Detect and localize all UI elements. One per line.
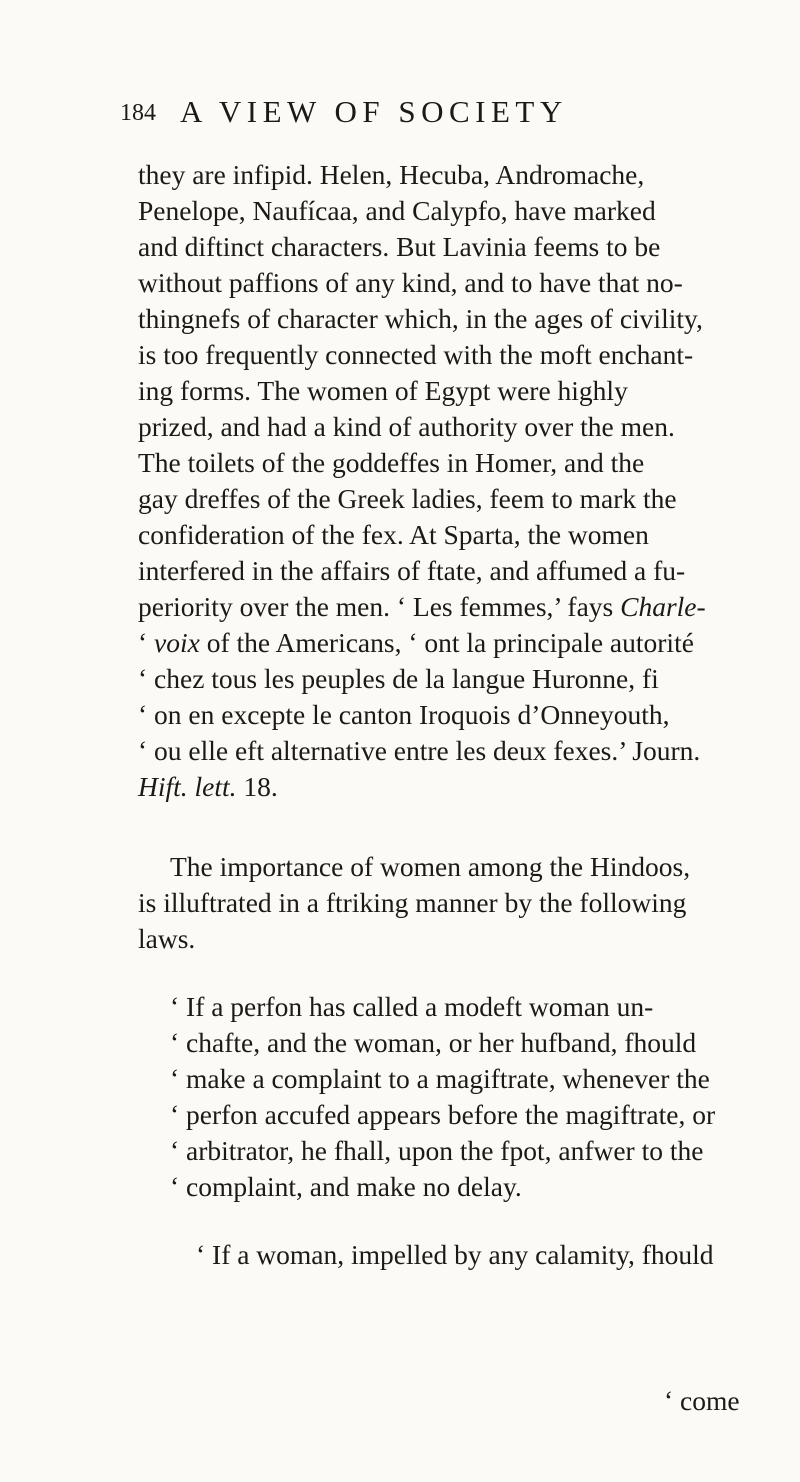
text-line (138, 626, 694, 660)
text-line: The toilets of the goddeffes in Homer, and the (138, 447, 645, 478)
running-title: A VIEW OF SOCIETY (180, 94, 568, 129)
italic-run: voix (154, 627, 200, 658)
text-line: ‘ ou elle eft alternative entre les deux fexes.’ Journ. (138, 735, 701, 766)
text-run: 18. (236, 771, 278, 802)
text-run: periority over the men. ‘ Les femmes,’ fays (138, 591, 621, 622)
quote-line: ‘ chafte, and the woman, or her hufband, fhould (170, 1027, 697, 1058)
quote-line: ‘ arbitrator, he fhall, upon the fpot, anfwer to the (170, 1135, 704, 1166)
text-line: and diftinct characters. But Lavinia feems to be (138, 231, 661, 262)
text-line: is too frequently connected with the moft enchant- (138, 339, 694, 370)
text-line: ‘ on en excepte le canton Iroquois d’Onneyouth, (138, 699, 670, 730)
text-line: without paffions of any kind, and to have that no- (138, 267, 683, 298)
running-head (120, 94, 720, 134)
text-line: prized, and had a kind of authority over the men. (138, 411, 675, 442)
quote-line: ‘ If a perfon has called a modeft woman un- (170, 991, 654, 1022)
text-line (138, 770, 278, 804)
text-line: they are infipid. Helen, Hecuba, Andromache, (138, 159, 645, 190)
text-line: thingnefs of character which, in the ages of civility, (138, 303, 703, 334)
quote-line: ‘ complaint, and make no delay. (170, 1171, 522, 1202)
text-line: is illuftrated in a ftriking manner by the following (138, 887, 687, 918)
italic-run: Charle- (620, 591, 706, 622)
text-line: Penelope, Naufícaa, and Calypfo, have marked (138, 195, 656, 226)
text-line: confideration of the fex. At Sparta, the women (138, 519, 649, 550)
text-line: gay dreffes of the Greek ladies, feem to mark the (138, 483, 677, 514)
italic-run: Hift. lett. (138, 771, 237, 802)
quote-line: ‘ make a complaint to a magiftrate, whenever the (170, 1063, 710, 1094)
text-line: ‘ chez tous les peuples de la langue Huronne, fi (138, 663, 659, 694)
text-line (138, 590, 706, 624)
page-number: 184 (120, 100, 156, 126)
text-line: ing forms. The women of Egypt were highly (138, 375, 628, 406)
text-line: laws. (138, 923, 196, 954)
paragraph-line: The importance of women among the Hindoos, (170, 851, 691, 882)
text-run: ‘ (138, 627, 155, 658)
text-line: interfered in the affairs of ftate, and affumed a fu- (138, 555, 686, 586)
catchword: ‘ come (664, 1385, 740, 1416)
text-run: of the Americans, ‘ ont la principale autorité (199, 627, 694, 658)
quote-line: ‘ If a woman, impelled by any calamity, fhould (196, 1239, 714, 1270)
quote-line: ‘ perfon accufed appears before the magiftrate, or (170, 1099, 716, 1130)
